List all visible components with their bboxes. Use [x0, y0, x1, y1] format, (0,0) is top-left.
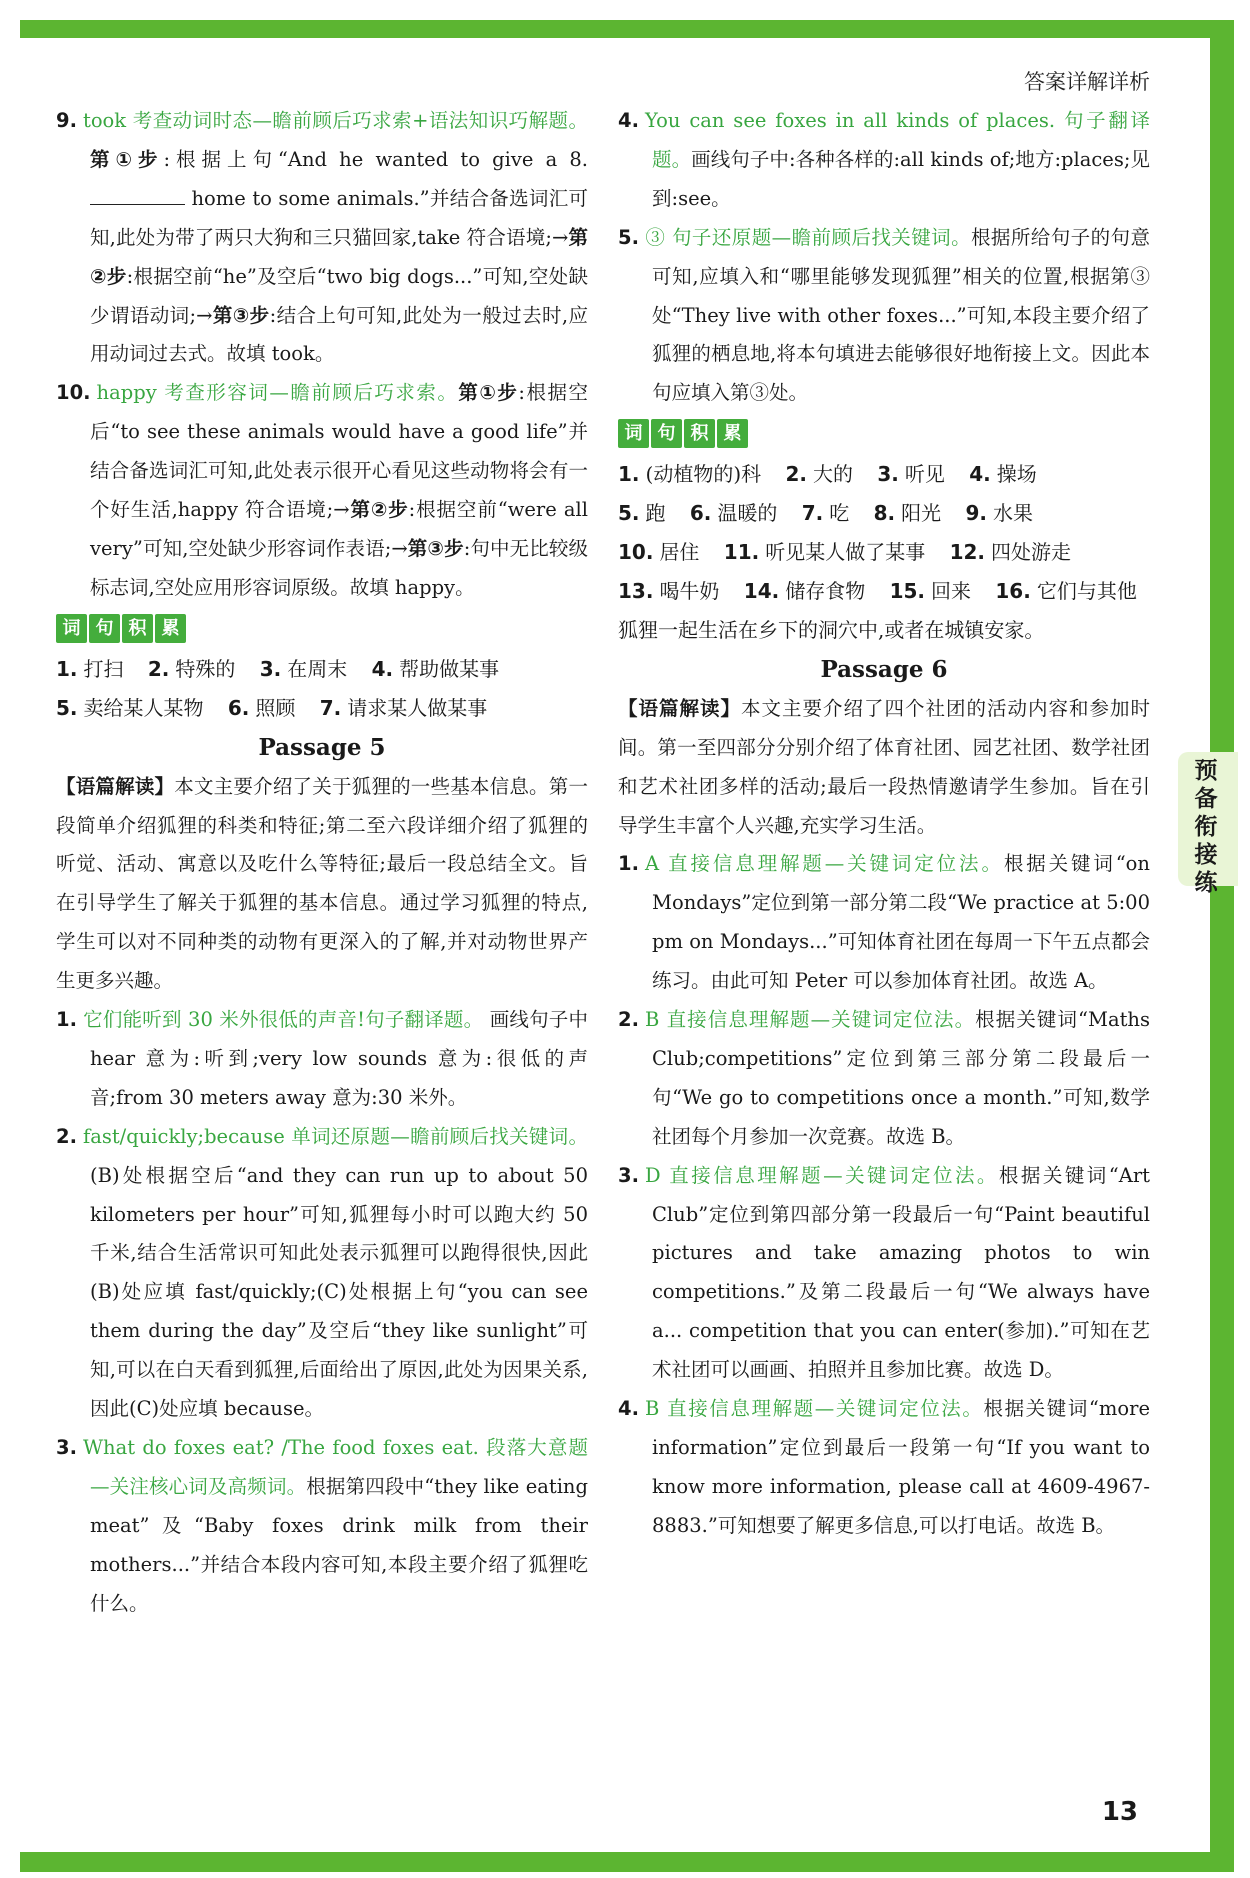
answer-left-q9: 9. took 考查动词时态—瞻前顾后巧求索+语法知识巧解题。第①步:根据上句“And he wanted to give a 8. home to some animals.”并结合备选词汇可知,此处为带了两只大狗和三只猫回家,take 符合语境;→第②步:根据空前“he”及空后“two big dogs...”可知,空处缺少谓语动词;→第③步:结合上句可知,此处为一般过去时,应用动词过去式。故填 took。 [56, 109, 588, 366]
vocab-row: 1. (动植物的)科 2. 大的 3. 听见 4. 操场 [618, 462, 1037, 487]
vocab-section-tag: 词 句 积 累 [618, 419, 1150, 451]
method-text: 考查动词时态—瞻前顾后巧求索+语法知识巧解题。 [132, 109, 588, 132]
vocab-row: 13. 喝牛奶 14. 储存食物 15. 回来 16. 它们与其他狐狸一起生活在乡下的洞穴中,或者在城镇安家。 [618, 578, 1137, 642]
passage-6-intro: 【语篇解读】本文主要介绍了四个社团的活动内容和参加时间。第一至四部分分别介绍了体育社团、园艺社团、数学社团和艺术社团多样的活动;最后一段热情邀请学生参加。旨在引导学生丰富个人兴趣,充实学习生活。 [618, 696, 1150, 837]
left-column [56, 102, 588, 1624]
passage-5-title: Passage 5 [258, 733, 386, 761]
answer-word: happy [96, 381, 157, 405]
right-column [618, 102, 1150, 1546]
answer-p6-q3: 3. D 直接信息理解题—关键词定位法。根据关键词“Art Club”定位到第四部分第一段最后一句“Paint beautiful pictures and take amazing photos to win competitions.”及第二段最后一句“We always have a... competition that you can enter(参加).”可知在艺术社团可以画画、拍照并且参加比赛。故选 D。 [618, 1163, 1150, 1382]
method-text: 考查形容词—瞻前顾后巧求索。 [164, 381, 459, 405]
vocab-section-tag: 词 句 积 累 [56, 614, 588, 646]
passage-6-title: Passage 6 [820, 655, 948, 683]
answer-p5-q3: 3. What do foxes eat? /The food foxes eat. 段落大意题—关注核心词及高频词。根据第四段中“they like eating meat”及“Baby foxes drink milk from their mothers...”并结合本段内容可知,本段主要介绍了狐狸吃什么。 [56, 1436, 588, 1615]
passage-5-intro: 【语篇解读】本文主要介绍了关于狐狸的一些基本信息。第一段简单介绍狐狸的科类和特征;第二至六段详细介绍了狐狸的听觉、活动、寓意以及吃什么等特征;最后一段总结全文。旨在引导学生了解关于狐狸的基本信息。通过学习狐狸的特点,学生可以对不同种类的动物有更深入的了解,并对动物世界产生更多兴趣。 [56, 774, 588, 993]
answer-p5-q2: 2. fast/quickly;because 单词还原题—瞻前顾后找关键词。(B)处根据空后“and they can run up to about 50 kilometers per hour”可知,狐狸每小时可以跑大约 50 千米,结合生活常识可知此处表示狐狸可以跑得很快,因此(B)处应填 fast/quickly;(C)处根据上句“you can see them during the day”及空后“they like sunlight”可知,可以在白天看到狐狸,后面给出了原因,此处为因果关系,因此(C)处应填 because。 [56, 1124, 588, 1421]
answer-right-q5: 5. ③ 句子还原题—瞻前顾后找关键词。根据所给句子的句意可知,应填入和“哪里能够发现狐狸”相关的位置,根据第③处“They live with other foxes...”可知,本段主要介绍了狐狸的栖息地,将本句填进去能够很好地衔接上文。因此本句应填入第③处。 [618, 225, 1150, 405]
side-tab-text: 预备衔接练 [1194, 758, 1218, 896]
blank-line [90, 186, 185, 205]
answer-right-q4: 4. You can see foxes in all kinds of places. 句子翻译题。画线句子中:各种各样的:all kinds of;地方:places;见到:see。 [618, 109, 1150, 210]
answer-left-q10: 10. happy 考查形容词—瞻前顾后巧求索。第①步:根据空后“to see these animals would have a good life”并结合备选词汇可知,此处表示很开心看见这些动物将会有一个好生活,happy 符合语境;→第②步:根据空前“were all very”可知,空处缺少形容词作表语;→第③步:句中无比较级标志词,空处应用形容词原级。故填 happy。 [56, 381, 588, 599]
vocab-row: 1. 打扫 2. 特殊的 3. 在周末 4. 帮助做某事 [56, 656, 500, 681]
right-frame-bar [1210, 20, 1234, 1870]
answer-p6-q4: 4. B 直接信息理解题—关键词定位法。根据关键词“more information”定位到最后一段第一句“If you want to know more information, please call at 4609-4967-8883.”可知想要了解更多信息,可以打电话。故选 B。 [618, 1397, 1150, 1537]
top-frame-bar [20, 20, 1230, 38]
page-number: 13 [1101, 1797, 1138, 1827]
answer-p5-q1: 1. 它们能听到 30 米外很低的声音!句子翻译题。 画线句子中 hear 意为:听到;very low sounds 意为:很低的声音;from 30 meters away 意为:30 米外。 [56, 1008, 588, 1109]
vocab-row: 10. 居住 11. 听见某人做了某事 12. 四处游走 [618, 540, 1072, 565]
header-title: 答案详解详析 [1024, 70, 1150, 94]
answer-p6-q2: 2. B 直接信息理解题—关键词定位法。根据关键词“Maths Club;competitions”定位到第三部分第二段最后一句“We go to competitions once a month.”可知,数学社团每个月参加一次竞赛。故选 B。 [618, 1008, 1150, 1148]
answer-word: took [82, 109, 127, 132]
vocab-row: 5. 跑 6. 温暖的 7. 吃 8. 阳光 9. 水果 [618, 501, 1034, 526]
bottom-frame-bar [20, 1852, 1234, 1872]
vocab-row: 5. 卖给某人某物 6. 照顾 7. 请求某人做某事 [56, 695, 488, 720]
answer-p6-q1: 1. A 直接信息理解题—关键词定位法。根据关键词“on Mondays”定位到第一部分第二段“We practice at 5:00 pm on Mondays...”可知体育社团在每周一下午五点都会练习。由此可知 Peter 可以参加体育社团。故选 A。 [618, 852, 1150, 993]
